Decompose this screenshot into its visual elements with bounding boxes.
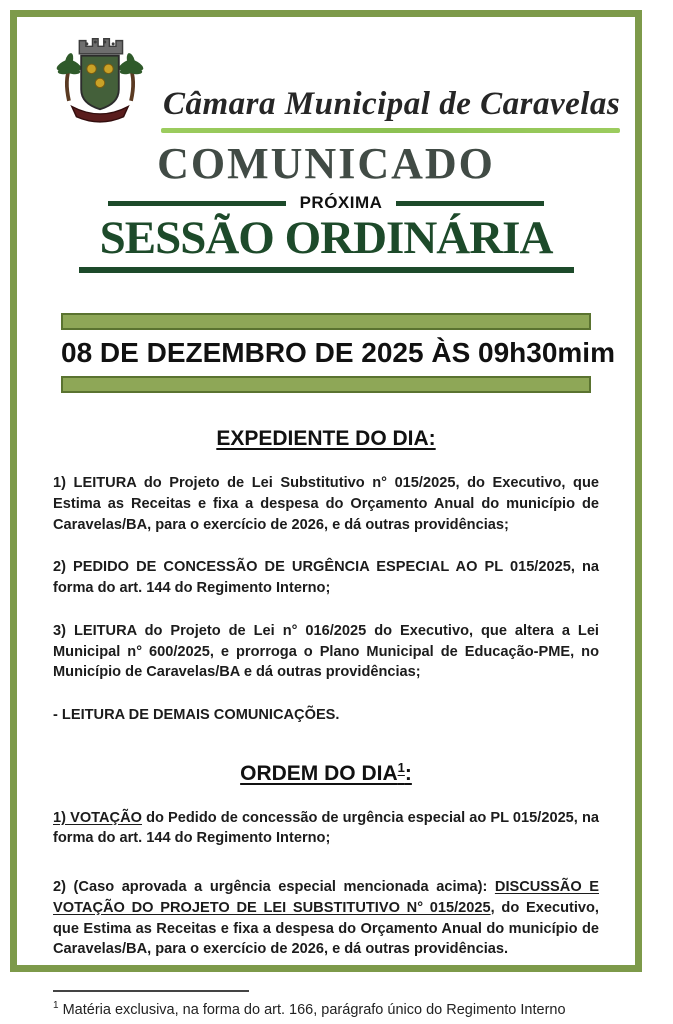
ordem-heading-colon: : (404, 761, 412, 785)
palm-left (55, 52, 83, 101)
coat-of-arms-icon (53, 29, 147, 135)
ordem-heading-footnote-ref: 1 (397, 759, 405, 775)
expediente-heading: EXPEDIENTE DO DIA: (216, 427, 436, 451)
footnote-ref-number: 1 (53, 999, 59, 1011)
announcement-title: COMUNICADO (157, 139, 495, 188)
ordem-item-2-lead: 2) (Caso aprovada a urgência especial mencionada acima): (53, 879, 495, 896)
kicker-row (53, 193, 599, 213)
ordem-item-1-rest: do Pedido de concessão de urgência especial ao PL 015/2025, na forma do art. 144 do Regimento Interno; (53, 809, 599, 847)
footnote-text (53, 999, 599, 1020)
ordem-heading (53, 760, 599, 786)
crown (79, 39, 122, 54)
ordem-item-2-underlined: DISCUSSÃO E VOTAÇÃO DO PROJETO DE LEI SUBSTITUTIVO N° 015/2025 (53, 879, 599, 916)
kicker-label: PRÓXIMA (299, 193, 383, 213)
expediente-item-1: 1) LEITURA do Projeto de Lei Substitutivo n° 015/2025, do Executivo, que Estima as Receitas e fixa a despesa do Orçamento Anual do município de Caravelas/BA, para o exercício de 2026, e dá outras providências; (53, 475, 599, 533)
expediente-item-4: - LEITURA DE DEMAIS COMUNICAÇÕES. (53, 706, 340, 723)
footnote-divider (53, 990, 249, 992)
org-name: Câmara Municipal de Caravelas (163, 85, 621, 122)
announcement-page (10, 10, 642, 1018)
ordem-item-2 (53, 877, 599, 960)
date-banner-bottom-bar (61, 376, 591, 393)
footnote-body: Matéria exclusiva, na forma do art. 166, parágrafo único do Regimento Interno (58, 1001, 566, 1018)
date-banner-top-bar (61, 313, 591, 330)
session-datetime: 08 DE DEZEMBRO DE 2025 ÀS 09h30mim (61, 337, 615, 369)
ordem-item-1 (53, 808, 599, 849)
session-subtitle: SESSÃO ORDINÁRIA (99, 212, 553, 265)
header (53, 29, 621, 135)
footnote (53, 990, 599, 1020)
expediente-item-3: 3) LEITURA do Projeto de Lei n° 016/2025 do Executivo, que altera a Lei Municipal n° 600/2025, e prorroga o Plano Municipal de Educação-PME, no Município de Caravelas/BA e dá outras providências; (53, 622, 599, 681)
kicker-rule-right (396, 201, 544, 206)
ordem-item-1-underlined: 1) VOTAÇÃO (53, 809, 142, 826)
subtitle-underline (79, 267, 574, 273)
expediente-item-2: 2) PEDIDO DE CONCESSÃO DE URGÊNCIA ESPECIAL AO PL 015/2025, na forma do art. 144 do Regimento Interno; (53, 559, 599, 597)
kicker-rule-left (108, 201, 286, 206)
org-name-underline (161, 128, 620, 133)
ordem-heading-text: ORDEM DO DIA (240, 761, 398, 785)
ordem-item-2-rest: , do Executivo, que Estima as Receitas e fixa a despesa do Orçamento Anual do município de Caravelas/BA, para o exercício de 2026, e dá outras providências. (53, 899, 599, 958)
date-banner (61, 313, 615, 393)
palm-right (117, 52, 145, 101)
